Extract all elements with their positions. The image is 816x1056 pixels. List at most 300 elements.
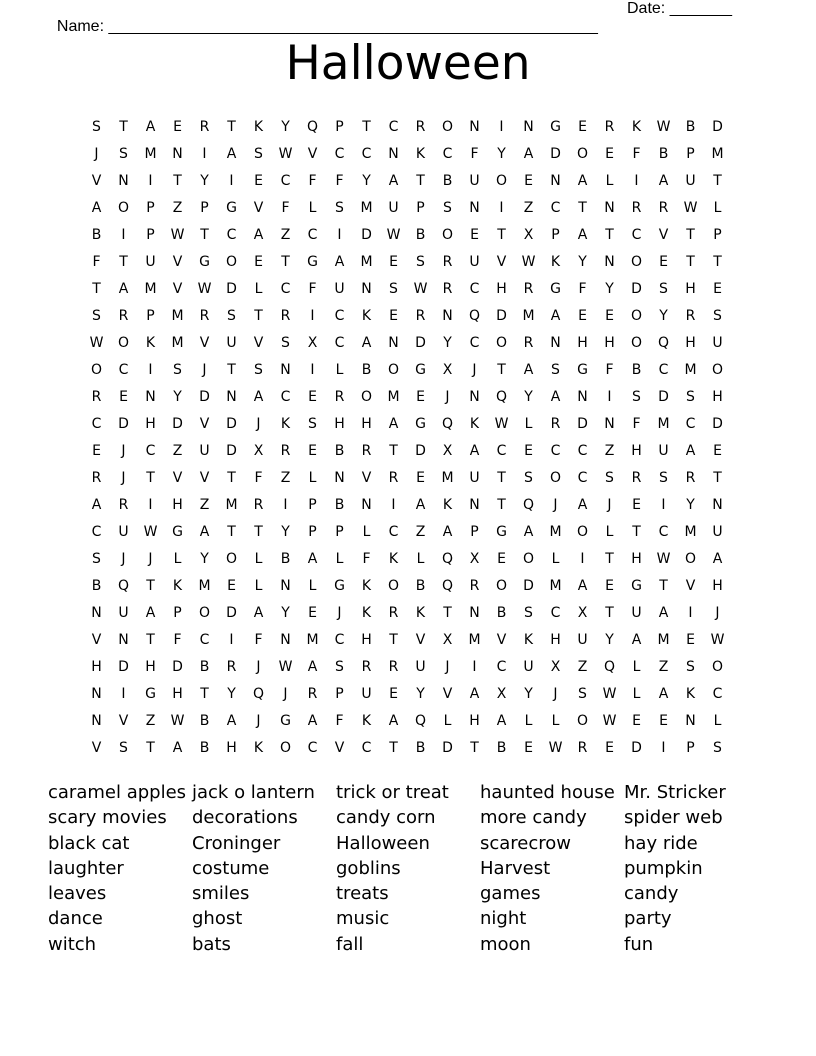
grid-letter: F [308, 280, 317, 297]
grid-letter: C [334, 307, 345, 324]
grid-letter: E [308, 388, 317, 405]
grid-letter: V [118, 712, 129, 729]
grid-letter: A [91, 496, 102, 513]
grid-letter: Q [441, 577, 454, 594]
grid-letter: N [388, 334, 399, 351]
grid-letter: U [685, 172, 696, 189]
word-list-item: candy [624, 883, 679, 905]
word-list-item: dance [48, 908, 103, 930]
grid-letter: H [361, 415, 372, 432]
grid-letter: K [280, 415, 291, 432]
grid-letter: Y [443, 334, 452, 351]
grid-letter: B [361, 361, 372, 378]
grid-letter: U [469, 172, 480, 189]
grid-letter: S [254, 145, 263, 162]
grid-letter: L [443, 712, 452, 729]
grid-letter: E [713, 280, 722, 297]
word-list-item: candy corn [336, 807, 436, 829]
grid-letter: E [524, 172, 533, 189]
grid-letter: E [497, 550, 506, 567]
grid-letter: J [121, 550, 126, 567]
grid-letter: I [310, 361, 315, 378]
grid-letter: P [686, 145, 695, 162]
grid-letter: S [443, 199, 452, 216]
grid-letter: G [280, 712, 291, 729]
grid-letter: I [148, 172, 153, 189]
grid-letter: A [523, 523, 534, 540]
grid-letter: K [469, 415, 480, 432]
grid-letter: M [441, 469, 454, 486]
grid-letter: T [146, 631, 155, 648]
grid-letter: Z [172, 199, 183, 216]
word-list-item: fun [624, 933, 654, 955]
grid-letter: X [469, 550, 480, 567]
grid-letter: B [280, 550, 291, 567]
page-title: Halloween [285, 36, 531, 91]
grid-letter: Z [523, 199, 534, 216]
word-list-item: party [624, 908, 672, 930]
grid-letter: B [199, 739, 210, 756]
grid-letter: R [523, 280, 534, 297]
grid-letter: T [713, 253, 722, 270]
grid-letter: F [632, 415, 641, 432]
grid-letter: S [713, 739, 722, 756]
grid-letter: A [361, 334, 372, 351]
grid-letter: F [578, 280, 587, 297]
grid-letter: E [578, 307, 587, 324]
grid-letter: R [577, 739, 588, 756]
grid-letter: Y [686, 496, 695, 513]
word-list-item: Harvest [480, 857, 551, 879]
grid-letter: N [361, 496, 372, 513]
grid-letter: E [389, 253, 398, 270]
grid-letter: S [227, 307, 236, 324]
grid-letter: T [578, 199, 587, 216]
grid-letter: W [656, 118, 671, 135]
grid-letter: W [89, 334, 104, 351]
grid-letter: R [631, 199, 642, 216]
grid-letter: P [470, 523, 479, 540]
grid-letter: W [413, 280, 428, 297]
grid-letter: Y [524, 685, 533, 702]
grid-letter: K [361, 577, 372, 594]
grid-letter: A [550, 307, 561, 324]
grid-letter: A [658, 604, 669, 621]
grid-letter: A [523, 361, 534, 378]
grid-letter: J [472, 361, 477, 378]
grid-letter: K [442, 496, 453, 513]
grid-letter: H [145, 415, 156, 432]
grid-letter: Q [414, 712, 427, 729]
grid-letter: V [172, 469, 183, 486]
grid-letter: S [686, 388, 695, 405]
grid-letter: K [523, 631, 534, 648]
grid-letter: S [551, 361, 560, 378]
grid-letter: J [445, 658, 450, 675]
grid-letter: R [91, 469, 102, 486]
grid-letter: E [227, 577, 236, 594]
grid-letter: L [254, 577, 263, 594]
grid-letter: U [118, 523, 129, 540]
grid-letter: D [226, 604, 237, 621]
grid-letter: C [307, 226, 318, 243]
grid-letter: B [334, 442, 345, 459]
grid-letter: R [388, 658, 399, 675]
grid-letter: Z [172, 442, 183, 459]
grid-letter: R [280, 442, 291, 459]
grid-letter: S [254, 361, 263, 378]
grid-letter: N [685, 712, 696, 729]
grid-letter: T [173, 172, 182, 189]
grid-letter: T [254, 307, 263, 324]
grid-letter: L [524, 415, 533, 432]
grid-letter: U [577, 631, 588, 648]
grid-letter: I [229, 631, 234, 648]
grid-letter: N [469, 388, 480, 405]
grid-letter: B [496, 604, 507, 621]
grid-letter: A [172, 739, 183, 756]
grid-letter: E [308, 442, 317, 459]
grid-letter: V [91, 739, 102, 756]
grid-letter: T [389, 442, 398, 459]
grid-letter: O [630, 334, 643, 351]
grid-letter: U [523, 658, 534, 675]
grid-letter: C [469, 334, 480, 351]
grid-letter: S [578, 685, 587, 702]
grid-letter: H [91, 658, 102, 675]
grid-letter: C [658, 523, 669, 540]
grid-letter: Z [280, 226, 291, 243]
grid-letter: D [199, 388, 210, 405]
word-list-item: pumpkin [624, 857, 703, 879]
grid-letter: U [118, 604, 129, 621]
grid-letter: K [361, 307, 372, 324]
grid-letter: T [362, 118, 371, 135]
grid-letter: E [632, 496, 641, 513]
word-list-item: night [480, 908, 527, 930]
grid-letter: T [389, 631, 398, 648]
grid-letter: W [386, 226, 401, 243]
grid-letter: P [335, 685, 344, 702]
grid-letter: D [118, 658, 129, 675]
grid-letter: K [685, 685, 696, 702]
grid-letter: B [91, 577, 102, 594]
grid-letter: C [496, 442, 507, 459]
grid-letter: E [659, 712, 668, 729]
grid-letter: E [389, 307, 398, 324]
grid-letter: E [524, 739, 533, 756]
grid-letter: N [280, 577, 291, 594]
grid-letter: H [496, 280, 507, 297]
grid-letter: C [550, 604, 561, 621]
grid-letter: Z [280, 469, 291, 486]
grid-letter: T [227, 469, 236, 486]
grid-letter: W [197, 280, 212, 297]
grid-letter: N [469, 199, 480, 216]
grid-letter: T [227, 118, 236, 135]
grid-letter: M [549, 577, 562, 594]
grid-letter: K [361, 712, 372, 729]
grid-letter: C [91, 523, 102, 540]
grid-letter: L [335, 361, 344, 378]
grid-letter: A [199, 523, 210, 540]
grid-letter: K [415, 145, 426, 162]
grid-letter: S [632, 388, 641, 405]
grid-letter: B [334, 496, 345, 513]
grid-letter: I [202, 145, 207, 162]
grid-letter: V [172, 280, 183, 297]
grid-letter: M [684, 361, 697, 378]
grid-letter: A [388, 712, 399, 729]
grid-letter: L [524, 712, 533, 729]
grid-letter: B [415, 577, 426, 594]
grid-letter: A [442, 523, 453, 540]
grid-letter: M [468, 631, 481, 648]
grid-letter: C [118, 361, 129, 378]
grid-letter: C [280, 388, 291, 405]
date-line: Date: _______ [627, 0, 732, 17]
grid-letter: C [388, 523, 399, 540]
grid-letter: F [173, 631, 182, 648]
grid-letter: I [148, 496, 153, 513]
word-list-item: black cat [48, 832, 130, 854]
grid-letter: Q [468, 307, 481, 324]
grid-letter: J [553, 496, 558, 513]
grid-letter: J [256, 658, 261, 675]
word-list-item: Croninger [192, 832, 281, 854]
grid-letter: K [145, 334, 156, 351]
grid-letter: R [199, 118, 210, 135]
grid-letter: H [469, 712, 480, 729]
grid-letter: T [497, 469, 506, 486]
grid-letter: Y [416, 685, 425, 702]
grid-letter: U [361, 685, 372, 702]
grid-letter: C [550, 199, 561, 216]
grid-letter: A [226, 145, 237, 162]
grid-letter: G [550, 280, 561, 297]
grid-letter: Q [252, 685, 265, 702]
grid-letter: I [310, 307, 315, 324]
grid-letter: T [497, 496, 506, 513]
grid-letter: I [472, 658, 477, 675]
grid-letter: R [118, 496, 129, 513]
grid-letter: C [334, 631, 345, 648]
word-list-item: goblins [336, 857, 401, 879]
grid-letter: R [442, 280, 453, 297]
grid-letter: M [387, 388, 400, 405]
grid-letter: J [715, 604, 720, 621]
word-list-item: laughter [48, 857, 124, 879]
grid-letter: O [495, 577, 508, 594]
word-list-item: jack o lantern [192, 782, 315, 803]
grid-letter: S [308, 415, 317, 432]
grid-letter: C [469, 280, 480, 297]
grid-letter: M [171, 334, 184, 351]
grid-letter: S [389, 280, 398, 297]
grid-letter: T [227, 361, 236, 378]
grid-letter: P [308, 523, 317, 540]
grid-letter: T [605, 226, 614, 243]
grid-letter: O [117, 334, 130, 351]
grid-letter: A [712, 550, 723, 567]
word-list-item: treats [336, 883, 389, 905]
grid-letter: I [148, 361, 153, 378]
grid-letter: R [550, 415, 561, 432]
grid-letter: Z [415, 523, 426, 540]
grid-letter: P [686, 739, 695, 756]
grid-letter: I [661, 739, 666, 756]
grid-letter: O [360, 388, 373, 405]
grid-letter: C [577, 469, 588, 486]
grid-letter: K [631, 118, 642, 135]
grid-letter: R [685, 469, 696, 486]
grid-letter: I [391, 496, 396, 513]
grid-letter: C [388, 118, 399, 135]
grid-letter: I [634, 172, 639, 189]
grid-letter: C [442, 145, 453, 162]
grid-letter: S [713, 307, 722, 324]
grid-letter: N [577, 388, 588, 405]
grid-letter: O [630, 307, 643, 324]
grid-letter: X [442, 631, 453, 648]
grid-letter: O [387, 577, 400, 594]
grid-letter: B [496, 739, 507, 756]
grid-letter: C [226, 226, 237, 243]
grid-letter: M [198, 577, 211, 594]
grid-letter: J [121, 469, 126, 486]
grid-letter: C [631, 226, 642, 243]
grid-letter: T [389, 739, 398, 756]
grid-letter: T [713, 172, 722, 189]
grid-letter: G [145, 685, 156, 702]
grid-letter: M [522, 307, 535, 324]
grid-letter: O [495, 334, 508, 351]
grid-letter: M [549, 523, 562, 540]
grid-letter: M [306, 631, 319, 648]
grid-letter: W [170, 712, 185, 729]
grid-letter: Y [200, 172, 209, 189]
grid-letter: P [200, 199, 209, 216]
grid-letter: A [226, 712, 237, 729]
grid-letter: E [578, 118, 587, 135]
grid-letter: M [684, 523, 697, 540]
grid-letter: O [684, 550, 697, 567]
grid-letter: E [254, 253, 263, 270]
word-list-item: moon [480, 933, 531, 955]
grid-letter: R [523, 334, 534, 351]
grid-letter: R [334, 388, 345, 405]
grid-letter: B [199, 712, 210, 729]
grid-letter: X [442, 442, 453, 459]
grid-letter: N [334, 469, 345, 486]
grid-letter: L [605, 172, 614, 189]
grid-letter: D [523, 577, 534, 594]
grid-letter: S [92, 118, 101, 135]
grid-letter: R [469, 577, 480, 594]
grid-letter: J [148, 550, 153, 567]
grid-letter: Q [306, 118, 319, 135]
grid-letter: K [388, 550, 399, 567]
grid-letter: C [577, 442, 588, 459]
grid-letter: W [278, 658, 293, 675]
grid-letter: T [200, 685, 209, 702]
word-search-grid [83, 113, 731, 761]
grid-letter: K [550, 253, 561, 270]
grid-letter: V [685, 577, 696, 594]
grid-letter: R [388, 469, 399, 486]
grid-letter: S [659, 469, 668, 486]
grid-letter: Y [281, 604, 290, 621]
grid-letter: A [388, 172, 399, 189]
grid-letter: H [172, 496, 183, 513]
grid-letter: O [387, 361, 400, 378]
grid-letter: O [441, 118, 454, 135]
grid-letter: B [415, 739, 426, 756]
grid-letter: F [92, 253, 101, 270]
grid-letter: H [685, 280, 696, 297]
grid-letter: N [118, 631, 129, 648]
grid-letter: W [602, 685, 617, 702]
grid-letter: W [521, 253, 536, 270]
grid-letter: Q [441, 415, 454, 432]
grid-letter: L [308, 199, 317, 216]
grid-letter: E [416, 469, 425, 486]
grid-letter: L [308, 469, 317, 486]
grid-letter: W [143, 523, 158, 540]
grid-letter: H [712, 577, 723, 594]
grid-letter: A [145, 118, 156, 135]
grid-letter: F [335, 172, 344, 189]
grid-letter: S [335, 199, 344, 216]
grid-letter: R [604, 118, 615, 135]
grid-letter: T [227, 523, 236, 540]
grid-letter: H [226, 739, 237, 756]
grid-letter: E [632, 712, 641, 729]
grid-letter: P [308, 496, 317, 513]
grid-letter: N [469, 604, 480, 621]
grid-letter: D [496, 307, 507, 324]
grid-letter: E [254, 172, 263, 189]
grid-letter: D [172, 415, 183, 432]
grid-letter: K [172, 577, 183, 594]
grid-letter: M [144, 280, 157, 297]
grid-letter: K [253, 118, 264, 135]
grid-letter: S [686, 658, 695, 675]
grid-letter: A [253, 226, 264, 243]
grid-letter: D [631, 280, 642, 297]
grid-letter: T [416, 172, 425, 189]
grid-letter: H [577, 334, 588, 351]
grid-letter: A [307, 550, 318, 567]
grid-letter: V [442, 685, 453, 702]
grid-letter: P [146, 199, 155, 216]
grid-letter: O [549, 469, 562, 486]
grid-letter: P [335, 118, 344, 135]
grid-letter: M [657, 415, 670, 432]
grid-letter: E [605, 307, 614, 324]
grid-letter: F [362, 550, 371, 567]
grid-letter: M [360, 199, 373, 216]
grid-letter: S [92, 550, 101, 567]
grid-letter: S [119, 739, 128, 756]
grid-letter: A [91, 199, 102, 216]
grid-letter: I [499, 199, 504, 216]
grid-letter: U [712, 334, 723, 351]
grid-letter: O [711, 361, 724, 378]
grid-letter: R [361, 442, 372, 459]
word-list-item: decorations [192, 807, 298, 829]
grid-letter: X [442, 361, 453, 378]
